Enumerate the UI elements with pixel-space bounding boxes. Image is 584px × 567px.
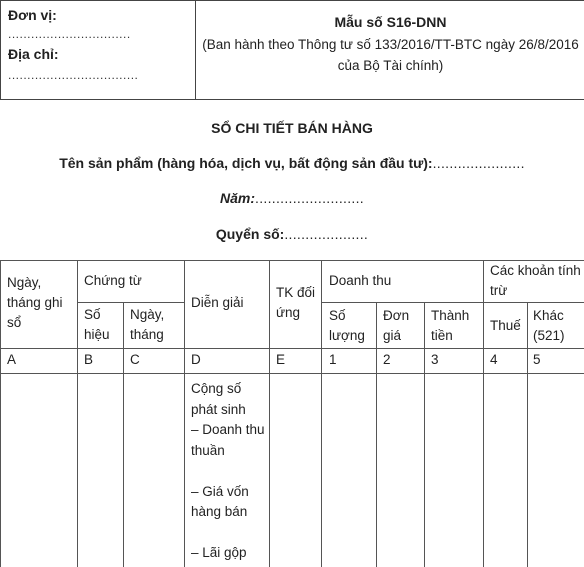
code-e: E — [276, 352, 286, 367]
col-amount-header: Thành tiền — [431, 308, 470, 343]
product-line — [0, 155, 584, 171]
code-a: A — [7, 352, 17, 367]
col-desc-header: Diễn giải — [191, 295, 244, 310]
product-dots: ...................... — [432, 155, 525, 171]
body-description: Cộng số phát sinh – Doanh thu thuần – Giá vốn hàng bán – Lãi gộp — [191, 381, 265, 560]
code-d: D — [191, 352, 201, 367]
form-header — [0, 0, 584, 101]
form-note-line2: của Bộ Tài chính) — [337, 58, 444, 73]
book-label: Quyển số: — [215, 226, 285, 242]
document-title: SỔ CHI TIẾT BÁN HÀNG — [211, 120, 373, 136]
code-b: B — [84, 352, 94, 367]
unit-label: Đơn vị: — [8, 7, 57, 23]
form-code: Mẫu số S16-DNN — [334, 14, 447, 30]
unit-dots: ................................ — [8, 27, 131, 41]
col-tax-header: Thuế — [490, 318, 521, 333]
col-revenue-header: Doanh thu — [329, 273, 392, 288]
code-2: 2 — [383, 352, 391, 367]
code-c: C — [130, 352, 140, 367]
form-code-box — [195, 0, 584, 100]
code-3: 3 — [431, 352, 439, 367]
address-label: Địa chỉ: — [8, 46, 59, 62]
book-line — [0, 226, 584, 242]
unit-info-box — [0, 0, 196, 100]
product-label: Tên sản phẩm (hàng hóa, dịch vụ, bất động sản đầu tư): — [59, 155, 433, 171]
form-note-line1: (Ban hành theo Thông tư số 133/2016/TT-BTC ngày 26/8/2016 — [202, 37, 579, 52]
col-price-header: Đơn giá — [383, 308, 410, 343]
code-5: 5 — [533, 352, 541, 367]
year-line — [0, 190, 584, 206]
col-account-header: TK đối ứng — [276, 285, 316, 320]
col-deductions-header: Các khoản tính trừ — [490, 263, 581, 298]
col-voucher-no-header: Số hiệu — [84, 307, 110, 342]
year-label: Năm: — [220, 190, 256, 206]
col-date-header: Ngày, tháng ghi sổ — [7, 275, 63, 330]
code-1: 1 — [329, 352, 337, 367]
col-other-header: Khác (521) — [533, 308, 565, 343]
address-dots: .................................. — [8, 68, 139, 82]
book-dots: .................... — [284, 226, 369, 242]
col-voucher-header: Chứng từ — [84, 273, 142, 288]
code-4: 4 — [490, 352, 498, 367]
col-qty-header: Số lượng — [329, 308, 365, 343]
sales-ledger-table — [0, 260, 584, 567]
year-dots: .......................... — [255, 190, 364, 206]
col-voucher-date-header: Ngày, tháng — [130, 307, 165, 342]
